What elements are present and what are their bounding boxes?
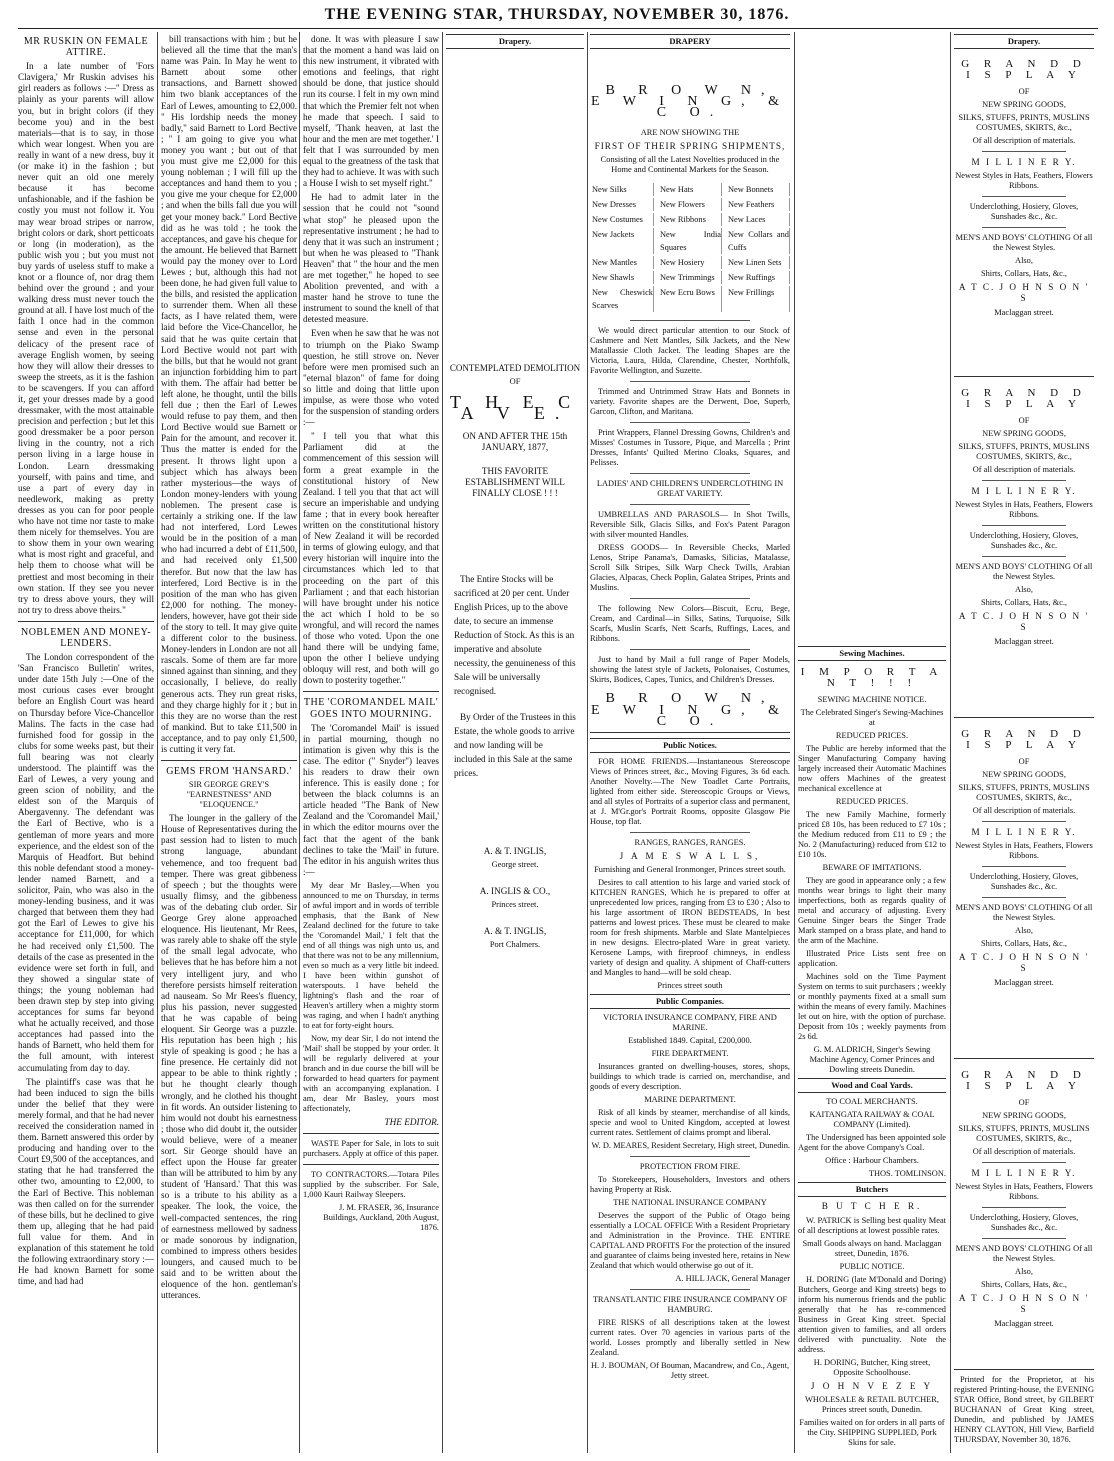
section-header: Public Companies.: [590, 994, 790, 1009]
ad-line: RANGES, RANGES, RANGES.: [634, 837, 746, 847]
ad-line: MARINE DEPARTMENT.: [644, 1095, 736, 1105]
lower-ads: [590, 738, 790, 1384]
divider: [630, 504, 750, 505]
ad-line: FIRST OF THEIR SPRING SHIPMENTS,: [594, 141, 786, 152]
section-header: Drapery.: [446, 34, 584, 49]
column-rule: [442, 32, 443, 1453]
blank-space: [446, 53, 584, 353]
section-header: Public Notices.: [590, 738, 790, 753]
ad-signature: W. D. MEARES, Resident Secretary, High street, Dunedin.: [591, 1141, 790, 1151]
list-item: New India Squares: [660, 230, 721, 253]
article-subtitle: SIR GEORGE GREY'S "EARNESTNESS" AND "ELOQUENCE.": [186, 780, 272, 810]
ad-line: WHOLESALE & RETAIL BUTCHER, Princes street south, Dunedin.: [805, 1394, 939, 1414]
classified-ad: Illustrated Price Lists sent free on application.: [798, 949, 946, 969]
divider: [630, 320, 750, 321]
ad-line: SILKS, STUFFS, PRINTS, MUSLINS COSTUMES, SKIRTS, &c.,: [958, 783, 1090, 803]
ad-line: Shirts, Collars, Hats, &c.,: [980, 1280, 1068, 1290]
ad-title: TRANSATLANTIC FIRE INSURANCE COMPANY OF HAMBURG.: [592, 1295, 788, 1315]
classified-ad: H. DORING (late M'Donald and Doring) Butchers, George and King streets) begs to inform his numerous friends and the public generally that he has re-commenced Business in Great King street. Special attention given to families, and all orders delivered with punctuality. Note the address.: [798, 1274, 946, 1354]
ad-title: G R A N D D I S P L A Y: [961, 728, 1087, 752]
section-header: Sewing Machines.: [798, 646, 946, 661]
article-title: THE 'COROMANDEL MAIL' GOES INTO MOURNING.: [303, 697, 439, 720]
divider: [630, 649, 750, 650]
ad-paragraph: The Entire Stocks will be sacrificed at 20 per cent. Under English Prices, up to the above date, to secure an immense Reduction of Stock. As this is an imperative and absolute necessity, the genuineness of this Sale will be universally recognised.: [454, 573, 576, 696]
display-ad: [954, 382, 1094, 712]
divider: [630, 1289, 750, 1290]
classified-ad: Machines sold on the Time Payment System on terms to suit purchasers ; weekly or monthly payments fixed at a small sum within the means of every family. Machines let out on hire, with the option of purchase. Deposit from 10s ; weekly payments from 2s 6d.: [798, 972, 946, 1042]
column-7: [954, 34, 1094, 1453]
divider: [982, 897, 1066, 898]
classified-ad: Deserves the support of the Public of Otago being essentially a LOCAL OFFICE With a Resident Proprietary and Administration in the Province. THE ENTIRE CAPITAL AND PROFITS For the protection of the insured and guarantee of claims being invested here, retains in New Zealand that which would otherwise go out of it.: [590, 1211, 790, 1271]
ad-line: SILKS, STUFFS, PRINTS, MUSLINS COSTUMES, SKIRTS, &c.,: [958, 1124, 1090, 1144]
divider: [590, 732, 790, 733]
list-item: New Frillings: [726, 286, 790, 312]
ad-line: THIS FAVORITE ESTABLISHMENT WILL FINALLY CLOSE ! ! !: [465, 465, 565, 498]
ad-line: OF: [1018, 1098, 1030, 1108]
article-paragraph: The plaintiff's case was that he had been induced to sign the bills under the belief that they were merely formal, and that he had never received the consideration named in them. Barnett answered this order by producing and handing over to the Court £9,500 of the acceptances, and stating that he had transferred the other two, amounting to £2,000, to the Earl of Bective. This nobleman was then called on for the surrender of these bills, but he declined to give them up, alleging that he had paid full value for them. And in explanation of this statement he told the following extraordinary story :—He had known Barnett for some time, and had had: [18, 1076, 154, 1287]
column-6: [798, 34, 946, 1453]
ad-line: MEN'S AND BOYS' CLOTHING Of all the Newest Styles.: [955, 562, 1093, 582]
divider: [630, 598, 750, 599]
list-item: New Bonnets: [726, 183, 790, 196]
classified-ad: They are good in appearance only ; a few months wear brings to light their many imperfections, both as regards quality of metal and accuracy of adjusting. Every Genuine Singer bears the Singer Trade Mark stamped on a brass plate, and hand to the arm of the Machine.: [798, 876, 946, 946]
divider: [982, 821, 1066, 822]
ad-signature: H. DORING, Butcher, King street, Opposite Schoolhouse.: [813, 1357, 931, 1377]
ad-signature: A. & T. INGLIS,: [483, 845, 547, 856]
ad-signature: A. INGLIS & CO.,: [479, 885, 551, 896]
classified-ad: The new Family Machine, formerly priced £8 10s, has been reduced to £7 10s ; the Medium reduced from £11 to £9 ; the No. 2 (Manufacturing) reduced from £12 to £10 10s.: [798, 810, 946, 860]
ad-line: Underclothing, Hosiery, Gloves, Sunshades &c., &c.: [969, 531, 1079, 551]
ad-line: Office : Harbour Chambers.: [825, 1156, 919, 1166]
ad-line: Consisting of all the Latest Novelties produced in the Home and Continental Markets for the Season.: [600, 155, 780, 175]
ad-title: B U T C H E R.: [821, 1201, 923, 1212]
ad-signature: A. & T. INGLIS,: [483, 926, 547, 937]
ad-line: ARE NOW SHOWING THE: [640, 128, 740, 138]
classified-ad: FIRE RISKS of all descriptions taken at the lowest current rates. Over 70 agencies in various parts of the world. Losses promptly and liberally settled in New Zealand.: [590, 1318, 790, 1358]
divider: [303, 1164, 439, 1165]
divider: [982, 556, 1066, 557]
list-item: New Linen Sets: [726, 256, 790, 269]
blank-space: [798, 34, 946, 646]
list-item: New Ruffings: [726, 271, 790, 284]
ad-signature: G. M. ALDRICH, Singer's Sewing Machine Agency, Corner Princes and Dowling streets Dunedin.: [809, 1045, 935, 1075]
ad-line: Of all description of materials.: [972, 136, 1076, 146]
ad-line: MEN'S AND BOYS' CLOTHING Of all the Newest Styles.: [955, 903, 1093, 923]
divider: [954, 717, 1094, 718]
ad-paragraph: UMBRELLAS AND PARASOLS— In Shot Twills, Reversible Silk, Glacis Silks, and Fox's Patent Paragon with silver mounted Handles.: [590, 510, 790, 540]
ad-line: Newest Styles in Hats, Feathers, Flowers Ribbons.: [955, 1182, 1093, 1202]
ad-title: J O H N V E Z E Y: [810, 1380, 934, 1391]
column-4: [446, 34, 584, 1453]
ad-line: PROTECTION FROM FIRE.: [639, 1162, 741, 1172]
divider: [982, 1162, 1066, 1163]
column-5: [590, 34, 790, 1453]
ad-line: OF: [509, 377, 521, 387]
ad-line: Small Goods always on hand. Maclaggan street, Dunedin, 1876.: [802, 1238, 942, 1258]
display-ad: [954, 53, 1094, 371]
divider: [982, 525, 1066, 526]
ad-title: VICTORIA INSURANCE COMPANY, FIRE AND MARINE.: [603, 1013, 777, 1033]
list-item: New Collars and Cuffs: [728, 230, 789, 253]
ad-line: Maclaggan street.: [994, 307, 1054, 317]
divider: [630, 473, 750, 474]
ad-line: Newest Styles in Hats, Feathers, Flowers Ribbons.: [955, 171, 1093, 191]
classified-ad: W. PATRICK is Selling best quality Meat of all descriptions at lowest possible rates.: [798, 1215, 946, 1235]
article-title: MR RUSKIN ON FEMALE ATTIRE.: [23, 36, 149, 59]
classified-ad: TO CONTRACTORS.—Totara Piles supplied by the subscriber. For Sale, 1,000 Kauri Railway Sleepers.: [303, 1170, 439, 1200]
list-item: New Trimmings: [658, 271, 722, 284]
ad-line: Also,: [1015, 926, 1033, 936]
ad-line: TO COAL MERCHANTS.: [826, 1097, 918, 1107]
ad-line: SEWING MACHINE NOTICE.: [817, 695, 927, 705]
divider: [161, 760, 297, 761]
ad-title: I M P O R T A N T ! ! !: [800, 666, 944, 690]
divider: [982, 1238, 1066, 1239]
article-paragraph: bill transactions with him ; but he believed all the time that the man's name was Pain. In May he went to Barnett about some other transactions, and Barnett showed him two blank acceptances of the Earl of Lewes, amounting to £2,000. " His lordship needs the money badly," said Barnett to Lord Bective ; " I am going to give you what money you want ; but out of that you must give me £2,000 for this young nobleman ; I will fill up the acceptances and hand them to you ; you give me your cheque for £2,000 ; and when the bills fall due you will get your money back." Lord Bective did as he was told ; he took the acceptances, and gave his cheque for the amount. He believed that Barnett would pay the money over to Lord Lewes ; but, although this had not been done, he had given full value to the bills, and resisted the application to surrender them. When all these facts, as I have related them, were laid before the Vice-Chancellor, he said that he was quite certain that Lord Bective would not part with the bills, but that he would not grant an injunction forbidding him to part with them. The affair had better be left alone, he thought, until the bills fell due ; then the Earl of Lewes would refuse to pay them, and then Lord Bective would sue Barnett or Pain for the amount, and recover it. Thus the matter is ended for the present. It throws light upon a subject which has always been rather mysterious—the ways of London money-lenders with young noblemen. The present case is certainly a striking one. If the law had not interfered, Lord Lewes would be in the position of a man who had incurred a debt of £11,500, and had received only £1,500 therefor. But now that the law has interfered, Lord Bective is in the position of the man who has given £2,000 for nothing. The money-lenders, however, have got their side of the story to tell. It may give quite a different color to the business. Money-lenders in London are not all rascals. Some of them are far more sinned against than sinning, and they occasionally, I believe, do really generous acts. They run great risks, and they charge highly for it ; but in this they are no worse than the rest of mankind. But to take £11,500 in acceptance, and to pay only £1,500, is cutting it very fat.: [161, 34, 297, 754]
ad-line: The Celebrated Singer's Sewing-Machines at: [800, 708, 944, 728]
ad-line: NEW SPRING GOODS,: [982, 770, 1066, 780]
ad-line: Newest Styles in Hats, Feathers, Flowers Ribbons.: [955, 841, 1093, 861]
ad-line: M I L L I N E R Y.: [971, 157, 1077, 168]
divider: [982, 227, 1066, 228]
ad-address: Port Chalmers.: [489, 940, 541, 950]
column-2: [161, 34, 297, 1453]
ad-line: MEN'S AND BOYS' CLOTHING Of all the Newest Styles.: [955, 1244, 1093, 1264]
ad-address: Princes street south: [657, 980, 723, 990]
ad-line: Furnishing and General Ironmonger, Princes street south.: [594, 864, 786, 874]
ad-line: Established 1849. Capital, £200,000.: [628, 1036, 752, 1046]
ad-line: M I L L I N E R Y.: [971, 1168, 1077, 1179]
section-header: Butchers: [798, 1182, 946, 1197]
ad-line: Underclothing, Hosiery, Gloves, Sunshades &c., &c.: [969, 202, 1079, 222]
display-ad: [954, 723, 1094, 1053]
list-item: New Ribbons: [658, 213, 722, 226]
classified-ad: WASTE Paper for Sale, in lots to suit purchasers. Apply at office of this paper.: [303, 1139, 439, 1159]
blank-space: [446, 502, 584, 572]
classified-ad: Risk of all kinds by steamer, merchandise of all kinds, specie and wool to United Kingdom, accepted at lowest current rates. Settlement of claims prompt and liberal.: [590, 1108, 790, 1138]
ad-line: LADIES' AND CHILDREN'S UNDERCLOTHING IN GREAT VARIETY.: [596, 479, 784, 499]
ad-signature: A. HILL JACK, General Manager: [675, 1274, 790, 1284]
ad-line: FIRE DEPARTMENT.: [651, 1049, 729, 1059]
ad-line: SILKS, STUFFS, PRINTS, MUSLINS COSTUMES, SKIRTS, &c.,: [958, 442, 1090, 462]
ad-line: OF: [1018, 416, 1030, 426]
ad-line: Of all description of materials.: [972, 1147, 1076, 1157]
ad-title: J A M E S W A L L S,: [619, 850, 761, 861]
article-paragraph: The 'Coromandel Mail' is issued in partial mourning, though no intimation is given why this is the case. The editor (" Snyder") leaves his readers to draw their own inference. This is easily done ; for between the black columns is an article headed "The Bank of New Zealand and the 'Coromandel Mail,' in which the editor mourns over the fact that the agent of the bank declines to take the 'Mail' in future. The editor in his anguish writes thus :—: [303, 722, 439, 877]
divider: [630, 832, 750, 833]
list-item: New Jackets: [590, 228, 654, 254]
ad-line: Also,: [1015, 585, 1033, 595]
ad-line: BEWARE OF IMITATIONS.: [822, 863, 922, 873]
ad-line: PUBLIC NOTICE.: [839, 1261, 905, 1271]
ad-line: NEW SPRING GOODS,: [982, 1111, 1066, 1121]
ad-line: Shirts, Collars, Hats, &c.,: [980, 939, 1068, 949]
ad-line: A T C. J O H N S O N ' S: [958, 1293, 1090, 1315]
ad-address: Princes street.: [491, 900, 539, 910]
divider: [18, 621, 154, 622]
ad-paragraph: The following New Colors—Biscuit, Ecru, Bege, Cream, and Cardinal—in Silks, Satins, Turquoise, Silk Scarfs, Muslin Scarfs, Nett Scarfs, Ruffings, Laces, and Ribbons.: [590, 604, 790, 644]
ad-address: George street.: [491, 859, 539, 869]
ad-title: G R A N D D I S P L A Y: [961, 387, 1087, 411]
ad-line: A T C. J O H N S O N ' S: [958, 282, 1090, 304]
ad-line: Shirts, Collars, Hats, &c.,: [980, 269, 1068, 279]
ad-line: M I L L I N E R Y.: [971, 486, 1077, 497]
list-item: New Laces: [726, 213, 790, 226]
ad-line: Also,: [1015, 256, 1033, 266]
ad-line: Newest Styles in Hats, Feathers, Flowers Ribbons.: [955, 500, 1093, 520]
ad-line: NEW SPRING GOODS,: [982, 100, 1066, 110]
ad-line: M I L L I N E R Y.: [971, 827, 1077, 838]
list-item: New Dresses: [590, 198, 654, 211]
article-paragraph: He had to admit later in the session that he could not "sound what stop" he pleased upon the representative instrument ; he had to deny that it was such an instrument ; but when he was pleased to "Thank Heaven" that " the hour and the men are met together," he hoped to see Abolition prevented, and with a master hand he strove to tune the instrument to sound the knell of that detested measure.: [303, 192, 439, 325]
article-paragraph: done. It was with pleasure I saw that the moment a hand was laid on this new instrument, it vibrated with emotions and feelings, that right should be done, that justice should run its course. I felt in my own mind that which the Premier felt not when he made that speech. I said to myself, 'Thank heaven, at last the hour and the men are met together.' I felt that I was surrounded by men equal to the greatness of the task that they had to achieve. It was with such a House I wish to set myself right.": [303, 34, 439, 189]
ad-paragraph: We would direct particular attention to our Stock of Cashmere and Nett Mantles, Silk Jackets, and the New Matallassie Cloth Jacket. The leading Shapes are the Victoria, Laura, Hilda, Clarendine, Chester, Northfolk, Favorite Wellington, and Suzette.: [590, 326, 790, 376]
list-item: New Feathers: [726, 198, 790, 211]
column-1: [18, 34, 154, 1453]
ad-line: SILKS, STUFFS, PRINTS, MUSLINS COSTUMES, SKIRTS, &c.,: [958, 113, 1090, 133]
ad-line: Also,: [1015, 1267, 1033, 1277]
ad-line: MEN'S AND BOYS' CLOTHING Of all the Newest Styles.: [955, 233, 1093, 253]
article-paragraph: Even when he saw that he was not to triumph on the Piako Swamp question, he still strove on. Never before were men promised such an "eternal blazon" of fame for doing so little and doing that little upon impulse, as were those who voted for the suspension of standing orders :—: [303, 328, 439, 428]
classified-ad: To Storekeepers, Householders, Investors and others having Property at Risk.: [590, 1175, 790, 1195]
article-paragraph: My dear Mr Basley,—When you announced to me on Thursday, in terms of awful import and in words of terrible emphasis, that the Bank of New Zealand declined for the future to take the 'Coromandel Mail,' I felt that the end of all things was nigh unto us, and that there was not to be any millennium, even so much as a very little bit indeed. I have been within gunshot of waterspouts. I have beheld the lightning's flash and the roar of Heaven's artillery when a mighty storm was raging, and when I hadn't anything to eat for forty-eight hours.: [303, 880, 439, 1030]
section-header: Wood and Coal Yards.: [798, 1078, 946, 1093]
classified-ad: Insurances granted on dwelling-houses, stores, shops, buildings to which trade is carried on, merchandise, and goods of every description.: [590, 1062, 790, 1092]
classified-ad: The Undersigned has been appointed sole Agent for the above Company's Coal.: [798, 1133, 946, 1153]
divider: [982, 196, 1066, 197]
ad-paragraph: Print Wrappers, Flannel Dressing Gowns, Children's and Misses' Costumes in Tussore, Pique, and Marcella ; Print Dresses, Infants' Quilted Merino Cloaks, Squares, and Pelisses.: [590, 428, 790, 468]
ad-line: ON AND AFTER THE 15th JANUARY, 1877,: [462, 431, 568, 453]
divider: [954, 1058, 1094, 1059]
list-item: New Ecru Bows: [658, 286, 722, 312]
list-item: New Silks: [590, 183, 654, 196]
divider: [630, 1156, 750, 1157]
ad-line: REDUCED PRICES.: [835, 797, 909, 807]
ad-title: B R O W N, E W I N G, & C O.: [590, 691, 790, 729]
article-paragraph: " I tell you that what this Parliament did at the commencement of this session will form a great example in the constitutional history of New Zealand. I tell you that that act will secure an imperishable and undying fame ; that in every book hereafter written on the constitutional history of New Zealand it will be recorded in terms of glowing eulogy, and that every historian will inquire into the circumstances which led to that proceeding on the part of this Parliament ; and that each historian will have brought under his notice the act which I hold to be so wrongful, and will record the names of those who voted. Upon the one hand there will be undying fame, upon the other I believe undying obloquy will rest, and both will go down to posterity together.": [303, 431, 439, 686]
ad-line: Families waited on for orders in all parts of the City. SHIPPING SUPPLIED, Pork Skins for sale.: [799, 1417, 945, 1447]
ad-line: OF: [1018, 87, 1030, 97]
classified-ad: The Public are hereby informed that the Singer Manufacturing Company having largely increased their Automatic Machines now offers Machines of the greatest mechanical excellence at: [798, 744, 946, 794]
list-item: New Costumes: [590, 213, 654, 226]
ad-line: CONTEMPLATED DEMOLITION: [449, 363, 581, 374]
ad-paragraph: DRESS GOODS— In Reversible Checks, Marled Lenos, Stripe Panama's, Damasks, Silicias, Matalasse, Scroll Silk Stripes, Silk Warp Check Twills, Arabian Glacies, Alpacas, Check Poplin, Galatea Stripes, Prints and Muslins.: [590, 543, 790, 593]
ad-line: A T C. J O H N S O N ' S: [958, 952, 1090, 974]
divider: [982, 1207, 1066, 1208]
ad-title: B R O W N, E W I N G, & C O.: [590, 83, 790, 121]
divider: [303, 691, 439, 692]
ad-line: Underclothing, Hosiery, Gloves, Sunshades &c., &c.: [969, 872, 1079, 892]
divider: [954, 376, 1094, 377]
masthead-rule: [18, 28, 1098, 29]
ad-signature: THOS. TOMLINSON.: [868, 1169, 946, 1179]
lower-ads-left: [590, 738, 790, 1384]
column-3: [303, 34, 439, 1453]
masthead: THE EVENING STAR, THURSDAY, NOVEMBER 30, 1876.: [324, 6, 790, 23]
ad-line: NEW SPRING GOODS,: [982, 429, 1066, 439]
divider: [982, 866, 1066, 867]
ad-title: THE NATIONAL INSURANCE COMPANY: [613, 1198, 767, 1208]
ad-line: Of all description of materials.: [972, 806, 1076, 816]
article-signature: THE EDITOR.: [384, 1116, 439, 1127]
list-item: New Shawls: [590, 271, 654, 284]
column-rule: [299, 32, 300, 1453]
ad-title: G R A N D D I S P L A Y: [961, 58, 1087, 82]
ad-title: T H E C A V E.: [449, 392, 581, 424]
section-header: Drapery.: [954, 34, 1094, 49]
item-list: [590, 183, 790, 312]
divider: [630, 381, 750, 382]
divider: [982, 151, 1066, 152]
list-item: New Hats: [658, 183, 722, 196]
ad-line: Maclaggan street.: [994, 636, 1054, 646]
printer-imprint: Printed for the Proprietor, at his registered Printing-house, the EVENING STAR Office, Bond street, by GILBERT BUCHANAN of Great King street, Dunedin, and published by JAMES HENRY CLAYTON, Hill View, Barfield THURSDAY, November 30, 1876.: [954, 1375, 1094, 1445]
list-item: New Hosiery: [658, 256, 722, 269]
divider: [982, 480, 1066, 481]
section-header: DRAPERY: [590, 34, 790, 49]
divider: [630, 422, 750, 423]
article-paragraph: Now, my dear Sir, I do not intend the 'Mail' shall be stopped by your order. It will be regularly delivered at your branch and in due course the bill will be forwarded to head quarters for payment with an accompanying explanation. I am, dear Mr Basley, yours most affectionately,: [303, 1033, 439, 1113]
divider: [303, 1133, 439, 1134]
blank-space: [446, 786, 584, 846]
ad-line: Maclaggan street.: [994, 977, 1054, 987]
ad-line: A T C. J O H N S O N ' S: [958, 611, 1090, 633]
ad-line: Of all description of materials.: [972, 465, 1076, 475]
ad-paragraph: Trimmed and Untrimmed Straw Hats and Bonnets in variety. Favorite shapes are the Derwent, Doe, Superb, Garcon, Clifton, and Maritana.: [590, 387, 790, 417]
list-item: New Cheswick Scarves: [592, 288, 653, 311]
column-rule: [794, 32, 795, 1453]
divider: [954, 1369, 1094, 1370]
ad-line: REDUCED PRICES.: [835, 731, 909, 741]
display-ad: [954, 1064, 1094, 1364]
ad-line: Maclaggan street.: [994, 1318, 1054, 1328]
classified-ad: FOR HOME FRIENDS.—Instantaneous Stereoscope Views of Princes street, &c., Moving Figures, 3s 6d each. Another Novelty.—The New Toadlet Carte Portraits, lighted from either side. Stereoscopic Groups or Views, and all styles of Portraits of a superior class and permanent, at J. M'Gr.gor's Portrait Rooms, opposite Glasgow Pie House, top flat.: [590, 756, 790, 826]
classified-ad-signature: J. M. FRASER, 36, Insurance Buildings, Auckland, 20th August, 1876.: [323, 1203, 439, 1233]
ad-paragraph: By Order of the Trustees in this Estate, the whole goods to arrive and now landing will be included in this Sale at the same prices.: [454, 711, 576, 778]
ad-signature: H. J. BOUMAN, Of Bouman, Macandrew, and Co., Agent, Jetty street.: [590, 1361, 790, 1381]
list-item: New Mantles: [590, 256, 654, 269]
ad-line: Underclothing, Hosiery, Gloves, Sunshades &c., &c.: [969, 1213, 1079, 1233]
article-paragraph: In a late number of 'Fors Clavigera,' Mr Ruskin advises his girl readers as follows :—" Dress as plainly as your parents will allow you, but in bright colors (if they become you) and in the best materials—that is to say, in those which wear longest. When you are really in want of a new dress, buy it (or make it) in the fashion ; but never quit an old one merely because it has become unfashionable, and if the fashion be costly you must not follow it. You may wear broad stripes or narrow, bright colors or dark, short petticoats or long (in moderation), as the public wish you ; but you must not buy yards of useless stuff to make a knot or a flounce of, nor drag them behind over the ground ; and your walking dress must never touch the ground at all. I have lost much of the faith I once had in the common sense and even in the personal delicacy of the present race of average English women, by seeing how they will allow their dresses to sweep the streets, as it is the fashion to be scavengers. If you can afford it, get your dresses made by a good dressmaker, with the most attainable precision and perfection ; but let this good dressmaker be a poor person living in the country, not a rich person living in a large house in London. Learn dressmaking yourself, with pains and time, and use a part of every day in needlework, making as pretty dresses as you can for poor people who have not time nor taste to make them nicely for themselves. You are to show them in your own wearing what is most right and graceful, and help them to choose what will be prettiest and most becoming in their own station. If they see you never try to dress above yours, they will not try to dress above theirs.": [18, 61, 154, 615]
ad-title: KAITANGATA RAILWAY & COAL COMPANY (Limited).: [809, 1110, 935, 1130]
ad-line: Shirts, Collars, Hats, &c.,: [980, 598, 1068, 608]
classified-ad: Desires to call attention to his large and varied stock of KITCHEN RANGES, Which he is prepared to offer at unprecedented low prices, ranging from £3 to £30 ; Also to his large assortment of IRON BEDSTEADS, In best patterns and lowest prices. These must be cleared to make room for fresh shipments. Marble and Slate Mantelpieces in new designs. Electro-plated Ware in great variety. Kerosene Lamps, with fireproof chimneys, in endless variety of design and quality. A shipment of Chaff-cutters and Mangles to hand—will be sold cheap.: [590, 877, 790, 977]
article-title: NOBLEMEN AND MONEY-LENDERS.: [20, 626, 152, 649]
ad-paragraph: Just to hand by Mail a full range of Paper Models, showing the latest style of Jackets, Polonaises, Costumes, Skirts, Bodices, Capes, Tunics, and Children's Dresses.: [590, 655, 790, 685]
list-item: New Flowers: [658, 198, 722, 211]
column-rule: [157, 32, 158, 1453]
ad-title: G R A N D D I S P L A Y: [961, 1069, 1087, 1093]
ad-line: OF: [1018, 757, 1030, 767]
article-paragraph: The London correspondent of the 'San Francisco Bulletin' writes, under date 15th July :—One of the most curious cases ever brought before an English Court was heard on Thursday before Vice-Chancellor Malins. The facts in the case had furnished food for gossip in the clubs for some weeks past, but their full bearing was not clearly understood. The plaintiff was the Earl of Lewes, a very young and green scion of nobility, and the eldest son of the Marquis of Abergavenny. The defendant was the Earl of Bective, who is a gentleman of more years and more experience, and the eldest son of the Marquis of Headfort. But behind this noble defendant stood a money-lender named Barnett, and a solicitor, Pain, who was also in the money-lending business, and it was charged that between them they had got the Earl of Lewes to give his acceptance for £11,000, for which he had received only £1,500. The details of the case as presented in the evidence were set forth in full, and they showed a singular state of things; the young nobleman had been drawn step by step into giving acceptances for sums far beyond what he actually received, and those acceptances had passed into the hands of Barnett, who held them for the full amount, with interest accumulating from day to day.: [18, 652, 154, 1073]
column-rule: [950, 32, 951, 1453]
article-paragraph: The lounger in the gallery of the House of Representatives during the past session had to listen to much strong language, abundant vehemence, and too frequent bad temper. There was great gibbeness of speech ; but the thoughts were usually flimsy, and the gibbeness was of the debating club order. Sir George Grey alone approached eloquence. His lieutenant, Mr Rees, was rarely able to shake off the style of the small legal advocate, who believes that he has before him a not very intelligent jury, and who therefore persists himself reiteration ad nauseam. So Mr Rees's fluency, plus his passion, never suggested that he was capable of being eloquent. Sir George was a puzzle. His reputation has been high ; his style of speaking is good ; he has a fine presence. He certainly did not appear to be able to think rightly ; but he thought clearly though wrongly, and he clothed his thought in fit words. An outsider listening to him would not doubt his earnestness ; those who did doubt it, the outsider would believe, were of a meaner sort. Sir George should have an effect upon the House far greater than will be attributed to him by any student of 'Hansard.' That this was so is a tribute to his ability as a speaker. The look, the voice, the well-compacted sentences, the ring of earnestness mellowed by sadness or made sonorous by indignation, combined to impress others besides loungers, and caused much to be said and to be written about the eloquence of the hon. gentleman's utterances.: [161, 813, 297, 1301]
article-title: GEMS FROM 'HANSARD.': [166, 766, 292, 778]
column-rule: [587, 32, 588, 1453]
